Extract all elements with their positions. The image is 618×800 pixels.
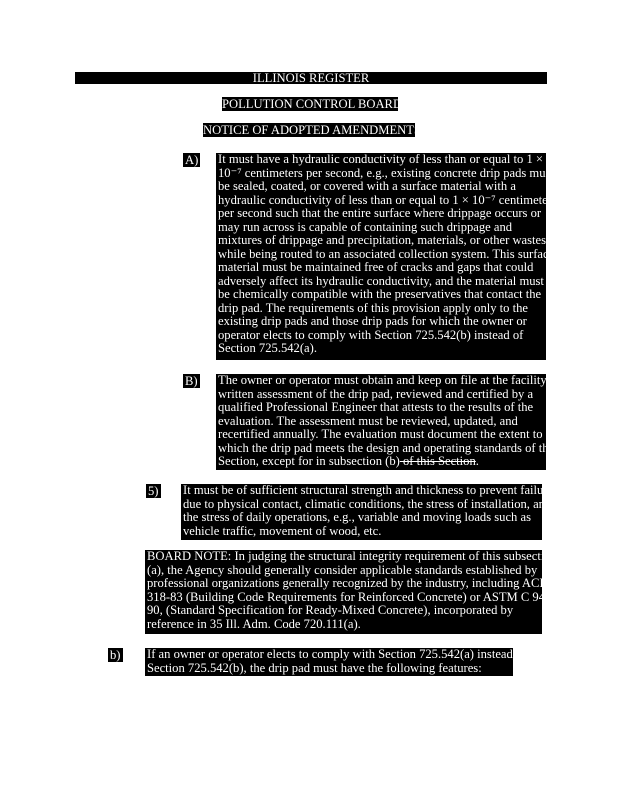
section-b-line: which the drip pad meets the design and operating standards of this — [218, 440, 557, 455]
section-b-line: The owner or operator must obtain and keep on file at the facility a — [218, 373, 556, 387]
section-a-line: be sealed, coated, or covered with a surface material with a — [218, 179, 516, 193]
section-a-line: existing drip pads and those drip pads for which the owner or — [218, 314, 527, 328]
item-5-text — [181, 483, 554, 540]
board-title: POLLUTION CONTROL BOARD — [222, 97, 403, 111]
board-note-line: 318-83 (Building Code Requirements for Reinforced Concrete) or ASTM C 94- — [147, 589, 550, 604]
section-b-last-end: . — [475, 454, 479, 468]
section-a-label: A) — [185, 153, 199, 167]
section-a-line: It must have a hydraulic conductivity of less than or equal to 1 × — [218, 152, 544, 166]
section-a-line: operator elects to comply with Section 725.542(b) instead of — [218, 327, 524, 342]
section-a-line: 10⁻⁷ centimeters per second, e.g., existing concrete drip pads must — [218, 165, 554, 180]
section-a-line: may run across is capable of containing such drippage and — [218, 219, 513, 234]
subsection-b-line: If an owner or operator elects to comply with Section 725.542(a) instead of — [147, 647, 527, 661]
section-a-line: per second such that the entire surface where drippage occurs or — [218, 206, 542, 220]
subsection-b-label: b) — [110, 648, 121, 662]
section-b-line: qualified Professional Engineer that attests to the results of the — [218, 400, 534, 414]
item-5-line: the stress of daily operations, e.g., variable and moving loads such as — [183, 510, 531, 524]
board-note-line: professional organizations generally recognized by the industry, including ACI — [147, 576, 544, 590]
board-note — [145, 549, 557, 634]
section-a-text — [216, 152, 557, 360]
section-a-line: adversely affect its hydraulic conductivity, and the material must — [218, 273, 544, 288]
section-b-struck-text: of this Section — [399, 454, 476, 468]
section-a-line: mixtures of drippage and precipitation, materials, or other wastes — [218, 233, 547, 247]
section-b-label: B) — [185, 374, 198, 388]
section-a-line: drip pad. The requirements of this provision apply only to the — [218, 300, 529, 315]
section-b-last-main: Section, except for in subsection (b) — [218, 454, 400, 468]
item-5-line: It must be of sufficient structural strength and thickness to prevent failure — [183, 483, 554, 497]
section-a-line: material must be maintained free of cracks and gaps that could — [218, 260, 534, 274]
board-note-line: (a), the Agency should generally consider applicable standards established by — [147, 562, 538, 577]
item-5-label: 5) — [148, 484, 159, 498]
section-a-line: be chemically compatible with the preservatives that contact the — [218, 287, 542, 301]
register-title: ILLINOIS REGISTER — [252, 71, 370, 85]
board-note-line: reference in 35 Ill. Adm. Code 720.111(a). — [147, 616, 361, 631]
section-b-last-line — [218, 455, 546, 469]
item-5-line: due to physical contact, climatic conditions, the stress of installation, and — [183, 496, 552, 511]
subsection-b-line: Section 725.542(b), the drip pad must have the following features: — [147, 660, 482, 675]
notice-title: NOTICE OF ADOPTED AMENDMENTS — [203, 123, 421, 137]
section-a-line: while being routed to an associated collection system. This surface — [218, 246, 555, 261]
section-b-text — [216, 373, 557, 470]
subsection-b-text — [145, 647, 527, 676]
item-5-line: vehicle traffic, movement of wood, etc. — [183, 523, 382, 538]
section-a-line: Section 725.542(a). — [218, 341, 317, 355]
section-b-line: evaluation. The assessment must be reviewed, updated, and — [218, 413, 518, 428]
board-note-line: BOARD NOTE: In judging the structural integrity requirement of this subsection — [147, 549, 557, 563]
section-a-line: hydraulic conductivity of less than or equal to 1 × 10⁻⁷ centimeters — [218, 192, 557, 207]
section-b-line: recertified annually. The evaluation must document the extent to — [218, 427, 543, 441]
board-note-line: 90, (Standard Specification for Ready-Mixed Concrete), incorporated by — [147, 603, 514, 617]
section-b-line: written assessment of the drip pad, reviewed and certified by a — [218, 386, 534, 401]
